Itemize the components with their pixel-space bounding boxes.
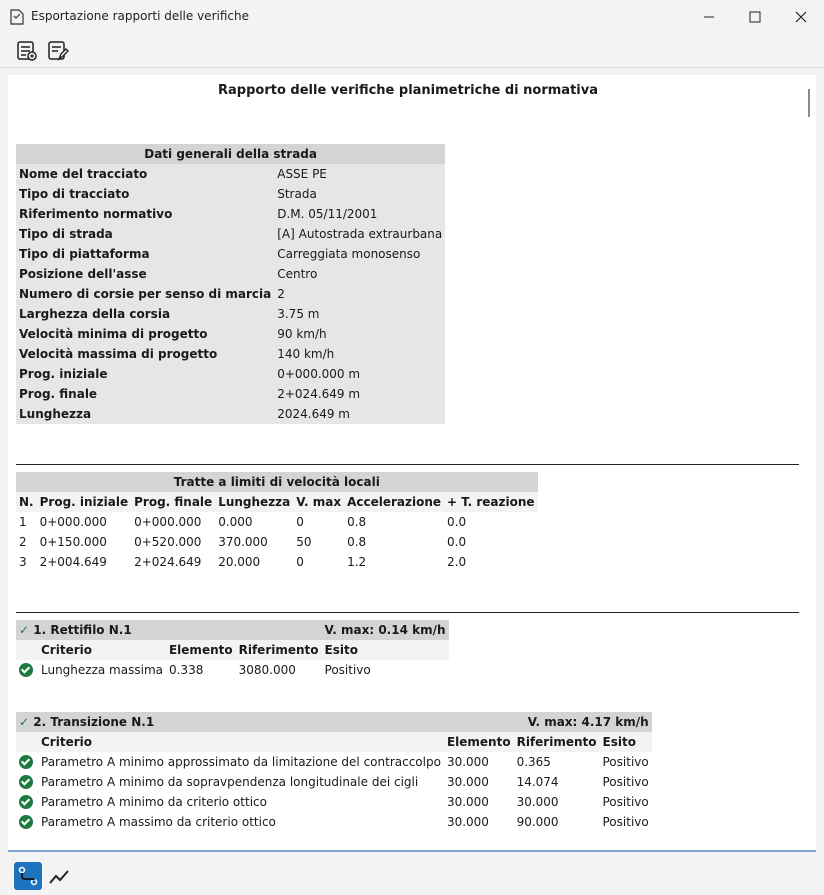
- table-cell: Positivo: [602, 755, 649, 769]
- column-header: Criterio: [38, 732, 444, 752]
- minimize-button[interactable]: [686, 0, 732, 34]
- field-value: 90 km/h: [277, 327, 327, 341]
- column-header: Riferimento: [514, 732, 600, 752]
- table-cell: 2: [19, 535, 27, 549]
- check-circle-icon: [19, 815, 33, 829]
- column-headers: [16, 492, 538, 512]
- column-header: Esito: [322, 640, 449, 660]
- close-button[interactable]: [778, 0, 824, 34]
- maximize-button[interactable]: [732, 0, 778, 34]
- column-header: + T. reazione: [444, 492, 538, 512]
- table-cell: 1.2: [347, 555, 367, 569]
- table-cell: 50: [296, 535, 312, 549]
- table-cell: 370.000: [218, 535, 268, 549]
- table-cell: Lunghezza massima: [41, 663, 163, 677]
- general-row: [16, 344, 445, 364]
- field-label: Posizione dell'asse: [19, 267, 147, 281]
- table-cell: 3080.000: [238, 663, 296, 677]
- table-cell: Positivo: [602, 815, 649, 829]
- table-cell: 14.074: [516, 775, 559, 789]
- table-cell: 0: [296, 515, 304, 529]
- check-circle-icon: [19, 755, 33, 769]
- edit-report-button[interactable]: [45, 38, 71, 64]
- table-row: [16, 552, 538, 572]
- table-cell: 0+000.000: [39, 515, 107, 529]
- field-value: Strada: [277, 187, 317, 201]
- section-transizione-table: [16, 712, 652, 832]
- table-cell: Parametro A minimo da criterio ottico: [41, 795, 267, 809]
- column-header: Elemento: [444, 732, 514, 752]
- column-header: Esito: [600, 732, 652, 752]
- general-row: [16, 264, 445, 284]
- table-cell: 2.0: [447, 555, 467, 569]
- field-label: Tipo di strada: [19, 227, 113, 241]
- table-cell: 0.365: [516, 755, 551, 769]
- table-cell: 30.000: [446, 775, 489, 789]
- field-label: Riferimento normativo: [19, 207, 173, 221]
- column-header: Prog. iniziale: [37, 492, 132, 512]
- check-icon: ✓: [19, 715, 30, 729]
- field-value: Carreggiata monosenso: [277, 247, 421, 261]
- table-cell: 30.000: [446, 795, 489, 809]
- field-label: Prog. finale: [19, 387, 98, 401]
- field-label: Lunghezza: [19, 407, 92, 421]
- table-cell: 2+004.649: [39, 555, 107, 569]
- edit-report-icon: [47, 40, 69, 62]
- table-cell: 1: [19, 515, 27, 529]
- column-header: Lunghezza: [215, 492, 293, 512]
- field-label: Nome del tracciato: [19, 167, 148, 181]
- section-title: 1. Rettifilo N.1: [33, 623, 132, 637]
- profile-icon: [48, 865, 70, 887]
- field-label: Prog. iniziale: [19, 367, 108, 381]
- general-row: [16, 364, 445, 384]
- table-cell: 0+150.000: [39, 535, 107, 549]
- table-cell: 2+024.649: [134, 555, 202, 569]
- speed-limits-header: Tratte a limiti di velocità locali: [16, 472, 538, 492]
- profile-view-button[interactable]: [45, 862, 73, 890]
- field-value: 0+000.000 m: [277, 367, 361, 381]
- minimize-icon: [703, 11, 715, 23]
- table-cell: 0.000: [218, 515, 253, 529]
- table-cell: 90.000: [516, 815, 559, 829]
- general-row: [16, 384, 445, 404]
- table-cell: 3: [19, 555, 27, 569]
- alignment-view-button[interactable]: [14, 862, 42, 890]
- section-vmax: V. max: 4.17 km/h: [514, 712, 652, 732]
- column-header: Criterio: [38, 640, 166, 660]
- status-column: [16, 640, 38, 660]
- table-cell: 0+520.000: [134, 535, 202, 549]
- column-header: Accelerazione: [344, 492, 444, 512]
- table-row: [16, 512, 538, 532]
- toolbar: [0, 34, 824, 68]
- general-row: [16, 204, 445, 224]
- table-cell: 20.000: [218, 555, 261, 569]
- table-cell: 0: [296, 555, 304, 569]
- column-header: Prog. finale: [131, 492, 215, 512]
- general-data-table: [16, 144, 445, 424]
- check-circle-icon: [19, 663, 33, 677]
- general-row: [16, 184, 445, 204]
- column-headers: [16, 640, 449, 660]
- table-row: [16, 772, 652, 792]
- field-label: Numero di corsie per senso di marcia: [19, 287, 272, 301]
- table-cell: 30.000: [516, 795, 559, 809]
- table-cell: 0.0: [447, 535, 467, 549]
- field-value: D.M. 05/11/2001: [277, 207, 378, 221]
- check-circle-icon: [19, 775, 33, 789]
- general-row: [16, 224, 445, 244]
- general-row: [16, 164, 445, 184]
- field-label: Tipo di piattaforma: [19, 247, 150, 261]
- status-column: [16, 732, 38, 752]
- table-cell: Parametro A minimo da sopravpendenza longitudinale dei cigli: [41, 775, 419, 789]
- field-value: Centro: [277, 267, 318, 281]
- general-row: [16, 304, 445, 324]
- table-row: [16, 660, 449, 680]
- general-row: [16, 324, 445, 344]
- table-cell: Positivo: [602, 775, 649, 789]
- divider: [16, 612, 799, 613]
- window-title: Esportazione rapporti delle verifiche: [31, 9, 249, 23]
- export-report-icon: [16, 40, 38, 62]
- field-value: 2024.649 m: [277, 407, 350, 421]
- speed-limits-table: [16, 472, 538, 572]
- field-value: 2+024.649 m: [277, 387, 361, 401]
- field-value: 3.75 m: [277, 307, 320, 321]
- table-cell: Parametro A minimo approssimato da limitazione del contraccolpo: [41, 755, 441, 769]
- report-title: Rapporto delle verifiche planimetriche di normativa: [218, 83, 598, 98]
- table-cell: 0.0: [447, 515, 467, 529]
- close-icon: [795, 11, 807, 23]
- field-value: [A] Autostrada extraurbana: [277, 227, 443, 241]
- field-value: 2: [277, 287, 285, 301]
- field-label: Velocità minima di progetto: [19, 327, 208, 341]
- table-cell: 0+000.000: [134, 515, 202, 529]
- section-rettifilo-table: [16, 620, 449, 680]
- table-row: [16, 792, 652, 812]
- table-cell: Parametro A massimo da criterio ottico: [41, 815, 276, 829]
- check-circle-icon: [19, 795, 33, 809]
- table-cell: Positivo: [602, 795, 649, 809]
- general-row: [16, 244, 445, 264]
- maximize-icon: [749, 11, 761, 23]
- table-cell: 30.000: [446, 755, 489, 769]
- column-header: Elemento: [166, 640, 236, 660]
- field-value: 140 km/h: [277, 347, 335, 361]
- field-label: Tipo di tracciato: [19, 187, 130, 201]
- alignment-icon: [17, 865, 39, 887]
- field-label: Larghezza della corsia: [19, 307, 171, 321]
- general-row: [16, 404, 445, 424]
- column-header: N.: [16, 492, 37, 512]
- divider: [16, 464, 799, 465]
- section-vmax: V. max: 0.14 km/h: [322, 620, 449, 640]
- report-view[interactable]: [8, 75, 816, 852]
- bottom-bar: [0, 858, 824, 895]
- table-cell: 30.000: [446, 815, 489, 829]
- column-header: Riferimento: [236, 640, 322, 660]
- title-bar: [0, 0, 824, 34]
- table-cell: 0.8: [347, 535, 367, 549]
- section-title: 2. Transizione N.1: [33, 715, 155, 729]
- table-cell: 0.8: [347, 515, 367, 529]
- field-value: ASSE PE: [277, 167, 327, 181]
- column-header: V. max: [293, 492, 344, 512]
- table-row: [16, 532, 538, 552]
- general-data-header: Dati generali della strada: [16, 144, 445, 164]
- field-label: Velocità massima di progetto: [19, 347, 218, 361]
- table-cell: Positivo: [324, 663, 371, 677]
- vertical-scrollbar[interactable]: [808, 89, 810, 117]
- document-icon: [10, 9, 24, 25]
- check-icon: ✓: [19, 623, 30, 637]
- general-row: [16, 284, 445, 304]
- export-report-button[interactable]: [14, 38, 40, 64]
- table-row: [16, 812, 652, 832]
- column-headers: [16, 732, 652, 752]
- table-row: [16, 752, 652, 772]
- table-cell: 0.338: [168, 663, 204, 677]
